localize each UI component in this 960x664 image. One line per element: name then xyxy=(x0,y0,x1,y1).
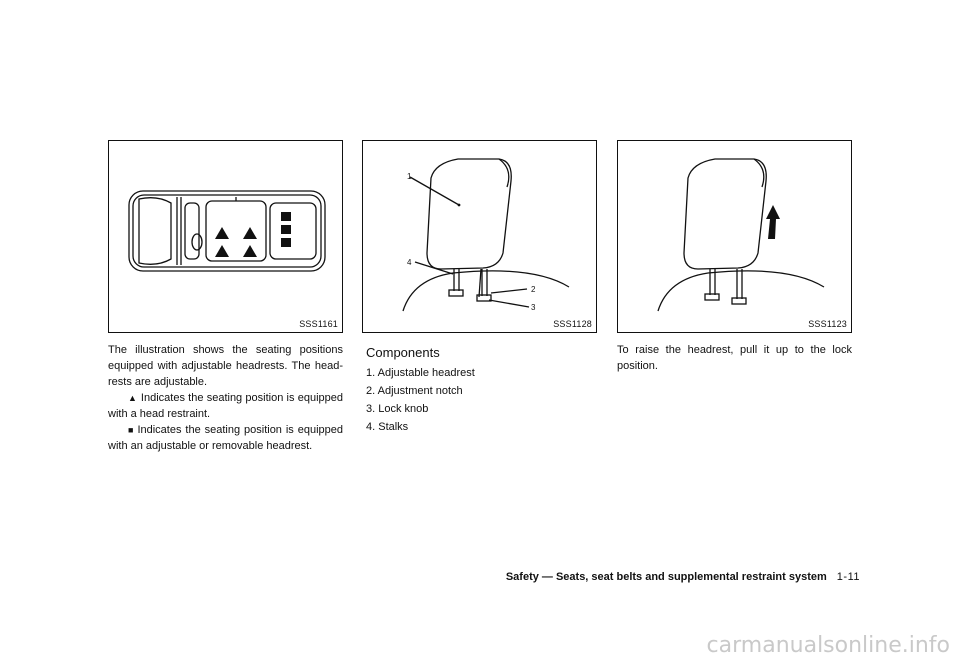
figure-raise-headrest xyxy=(617,140,852,333)
square-marker-1 xyxy=(281,212,291,221)
list-item: 1. Adjustable headrest xyxy=(366,367,475,379)
triangle-icon: ▲ xyxy=(128,393,137,403)
figure-code: SSS1161 xyxy=(299,319,338,329)
triangle-marker-rear-left xyxy=(215,245,229,257)
components-heading: Components xyxy=(366,345,440,360)
components-list xyxy=(366,364,475,436)
triangle-marker-front-left xyxy=(215,227,229,239)
callout-1: 1 xyxy=(407,172,412,181)
raise-paragraph: To raise the headrest, pull it up to the lock position. xyxy=(617,344,852,372)
figure-headrest-components xyxy=(362,140,597,333)
triangle-marker-rear-right xyxy=(243,245,257,257)
callout-4: 4 xyxy=(407,258,412,267)
watermark: carmanualsonline.info xyxy=(706,633,950,658)
raise-instructions xyxy=(617,342,852,374)
figure-seating-diagram xyxy=(108,140,343,333)
headrest-components-illustration xyxy=(363,141,598,334)
section-title: Safety — Seats, seat belts and supplemental restraint system xyxy=(505,571,827,583)
square-item: ■ Indicates the seating position is equipped with an adjustable or removable headrest. xyxy=(108,424,343,452)
callout-2: 2 xyxy=(531,285,536,294)
square-icon: ■ xyxy=(128,425,134,435)
list-item: 3. Lock knob xyxy=(366,403,429,415)
page-footer xyxy=(506,571,860,583)
figure-code: SSS1123 xyxy=(808,319,847,329)
raise-headrest-illustration xyxy=(618,141,853,334)
callout-3: 3 xyxy=(531,303,536,312)
list-item: 2. Adjustment notch xyxy=(366,385,463,397)
square-marker-2 xyxy=(281,225,291,234)
triangle-marker-front-right xyxy=(243,227,257,239)
square-marker-3 xyxy=(281,238,291,247)
page-number: 1-11 xyxy=(836,571,860,583)
up-arrow-icon xyxy=(766,205,780,239)
vehicle-top-view-illustration xyxy=(109,141,344,334)
seating-description xyxy=(108,342,343,454)
triangle-item: ▲ Indicates the seating position is equipped with a head restraint. xyxy=(108,392,343,420)
figure-code: SSS1128 xyxy=(553,319,592,329)
list-item: 4. Stalks xyxy=(366,421,409,433)
intro-paragraph: The illustration shows the seating positions equipped with adjustable headrests. The head-rests are adjustable. xyxy=(108,344,343,388)
